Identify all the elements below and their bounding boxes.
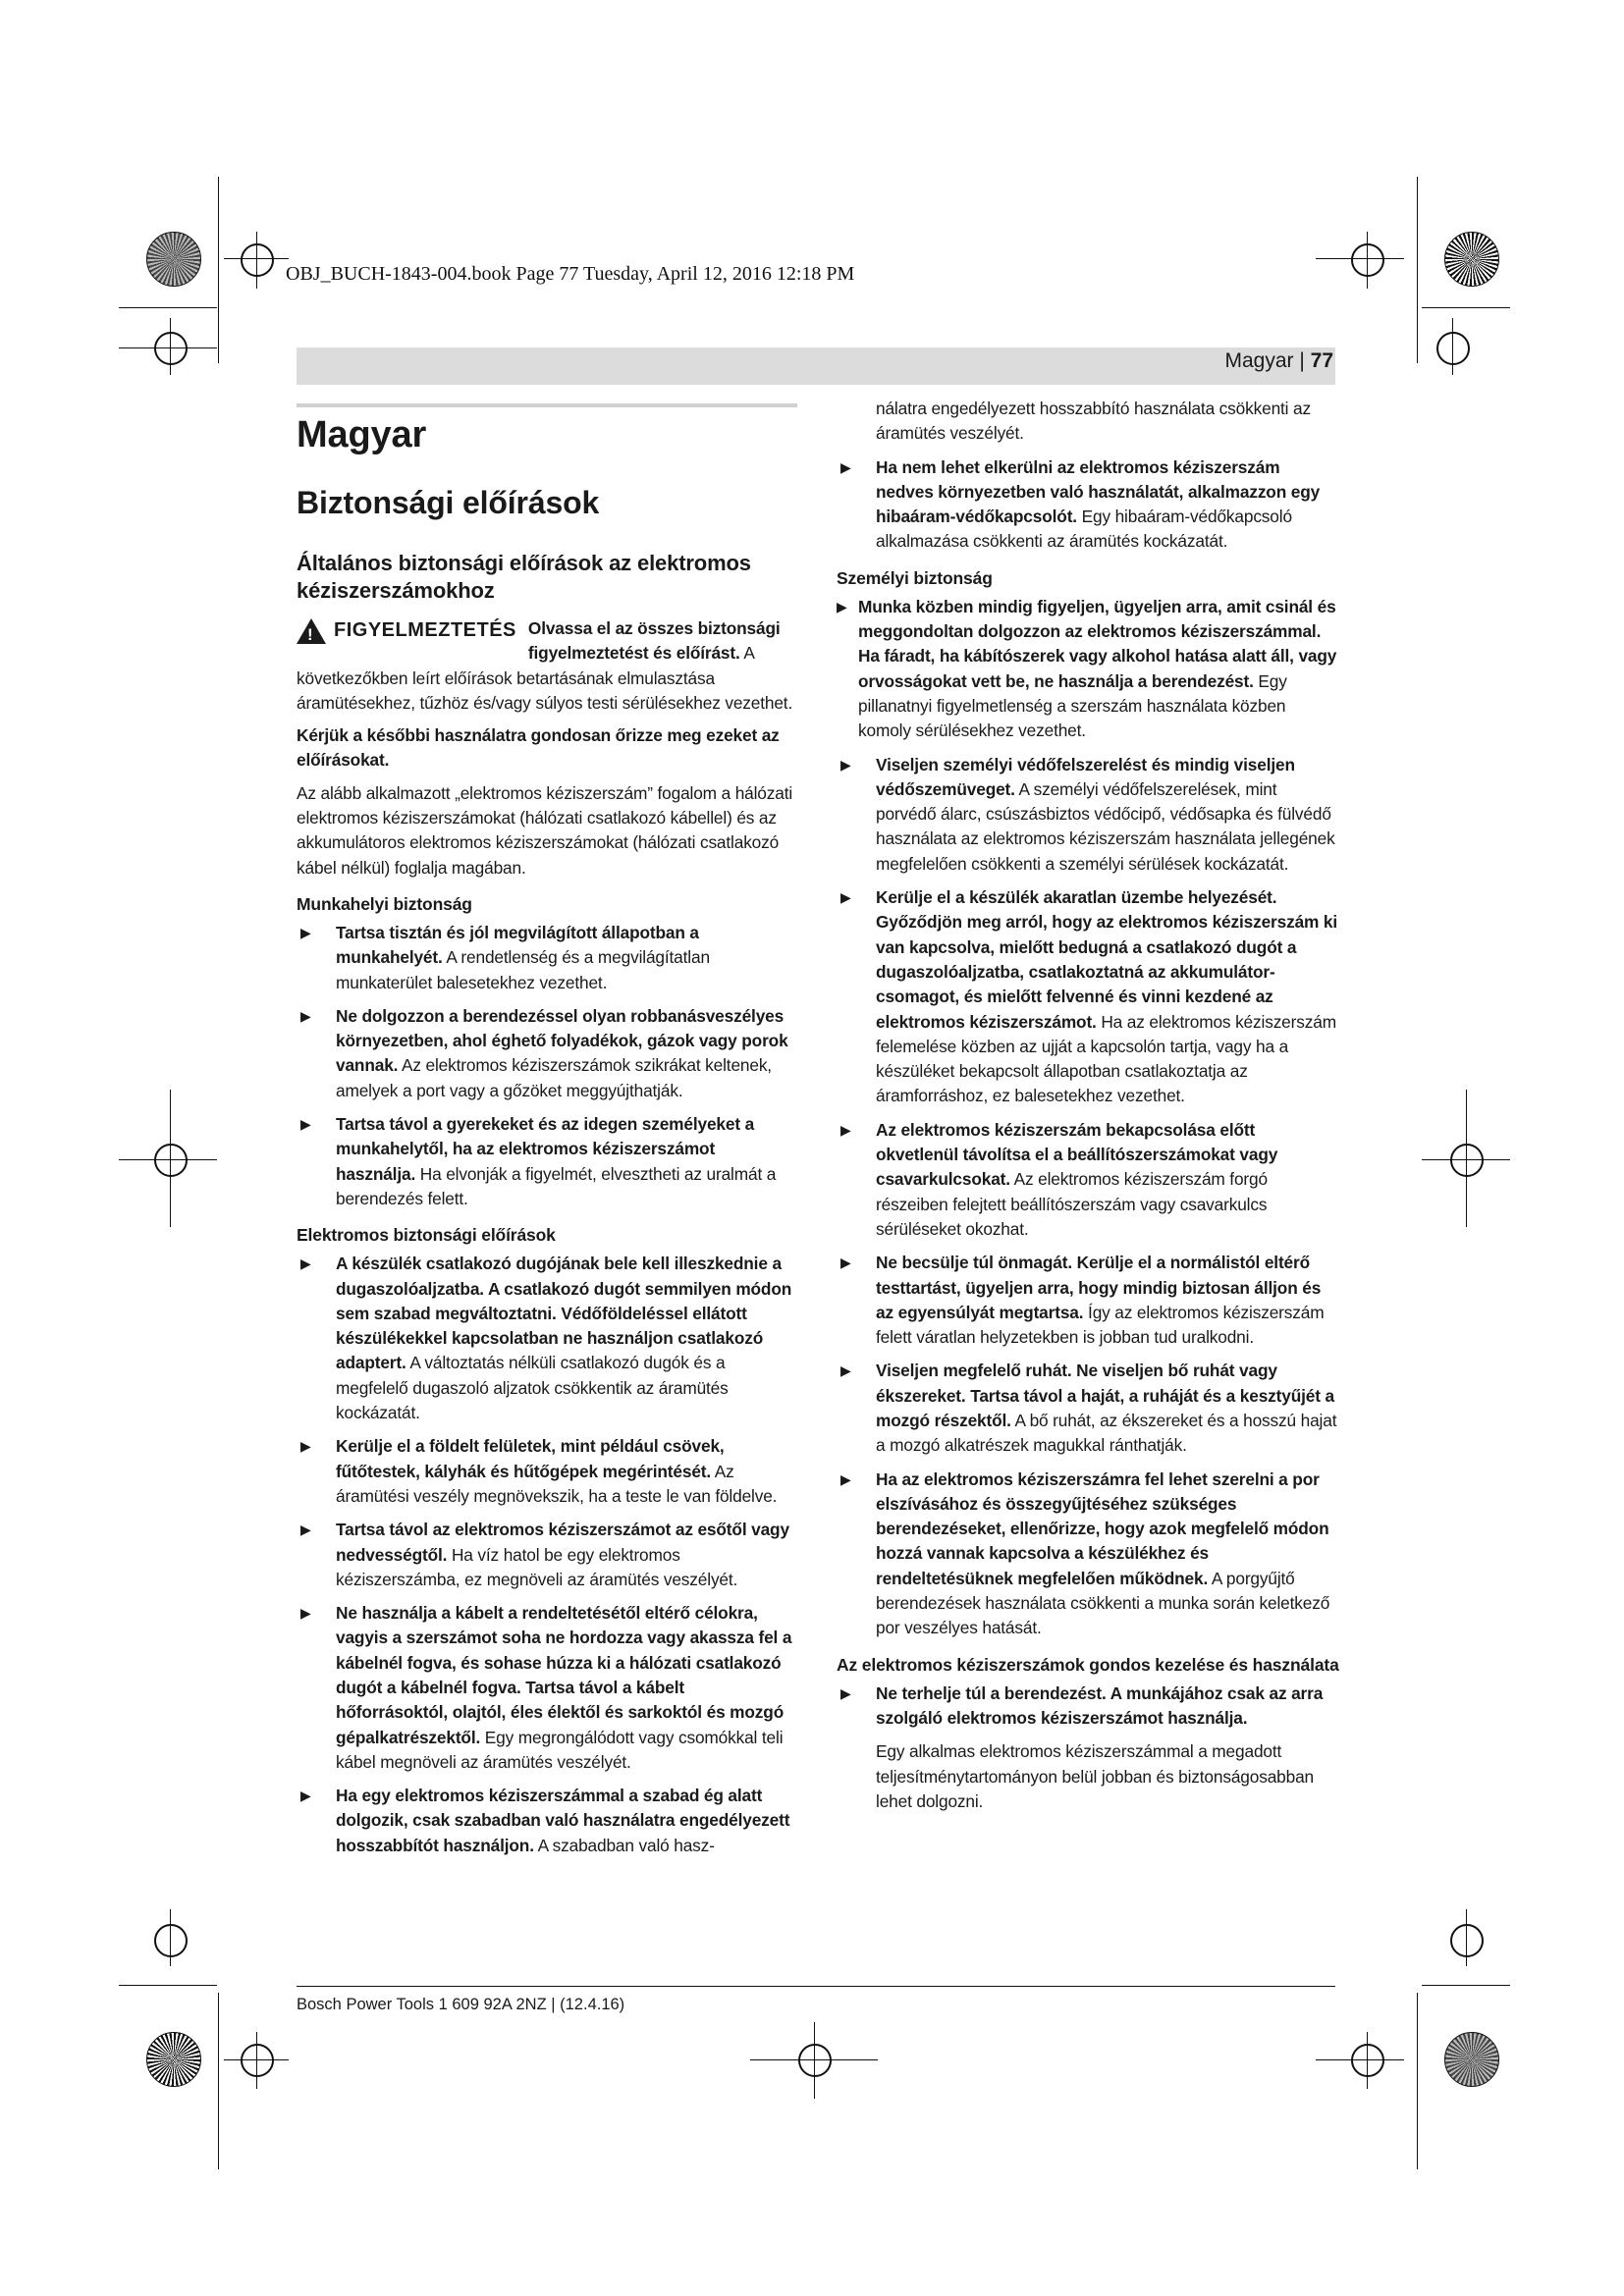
running-head-band xyxy=(297,347,1335,385)
footer-rule xyxy=(297,1986,1335,1987)
section-title: Általános biztonsági előírások az elektromos kéziszerszámokhoz xyxy=(297,551,751,603)
bullet-arrow-icon: ▶ xyxy=(300,924,311,940)
bullet-arrow-icon: ▶ xyxy=(840,1255,851,1271)
heading-tool-use-and-care: Az elektromos kéziszerszámok gondos kezelése és használata xyxy=(837,1654,1339,1675)
registration-mark-top-left xyxy=(241,243,274,277)
bullet-arrow-icon: ▶ xyxy=(300,1007,311,1024)
bullet-arrow-icon: ▶ xyxy=(300,1255,311,1272)
registration-mark-left-bottom xyxy=(154,1924,188,1957)
bullet-arrow-icon: ▶ xyxy=(837,598,847,614)
color-rosette-top-left xyxy=(146,232,201,287)
bullet-arrow-icon: ▶ xyxy=(300,1116,311,1133)
running-head-language: Magyar xyxy=(1224,349,1294,372)
registration-mark-bottom-left xyxy=(241,2044,274,2077)
list-item: ▶ Ne dolgozzon a berendezéssel olyan robbanásveszélyes környezetben, ahol éghető folyadékok, gázok vagy porok vannak. Az elektromos kéziszerszámok szikrákat keltenek, amelyek a port vagy a gőzöket meggyújthatják. xyxy=(300,1005,788,1100)
final-paragraph: Egy alkalmas elektromos kéziszerszámmal a megadott teljesítménytartományon belül jobban és biztonságosabban lehet dolgozni. xyxy=(876,1741,1315,1811)
bullet-arrow-icon: ▶ xyxy=(840,1121,851,1138)
warning-text: A következőkben leírt előírások betartásának elmulasztása áramütésekhez, tűzhöz és/vagy súlyos testi sérülésekhez vezethet. xyxy=(297,643,793,713)
warning-block xyxy=(297,616,797,716)
print-header: OBJ_BUCH-1843-004.book Page 77 Tuesday, April 12, 2016 12:18 PM xyxy=(286,263,855,285)
list-item: ▶ Ne használja a kábelt a rendeltetésétől eltérő célokra, vagyis a szerszámot soha ne hordozza vagy akassza fel a kábelnél fogva, és sohase húzza ki a hálózati csatlakozó dugót a kábelnél fogva. Tartsa távol a kábelt hőforrásoktól, olajtól, éles élektől és sarkoktól és mozgó gépalkatrészektől. Egy megrongálódott vagy csomókkal teli kábel megnöveli az áramütés veszélyét. xyxy=(300,1603,792,1772)
registration-mark-bottom-center xyxy=(798,2044,832,2077)
color-rosette-top-right xyxy=(1444,232,1499,287)
page-number: 77 xyxy=(1310,349,1333,372)
page-footer: Bosch Power Tools 1 609 92A 2NZ | (12.4.16) xyxy=(297,1996,625,2013)
color-rosette-bottom-left xyxy=(146,2032,201,2087)
heading-workplace-safety: Munkahelyi biztonság xyxy=(297,893,472,914)
list-item: ▶ Ne becsülje túl önmagát. Kerülje el a normálistól eltérő testtartást, ügyeljen arra, hogy mindig biztosan álljon és az egyensúlyát megtartsa. Így az elektromos kéziszerszám felett váratlan helyzetekben is jobban tud uralkodni. xyxy=(840,1253,1325,1348)
definition-text: Az alább alkalmazott „elektromos kéziszerszám” fogalom a hálózati elektromos kéziszerszámokat (hálózati csatlakozó kábellel) és az akkumulátoros elektromos kéziszerszámokat (hálózati csatlakozó kábel nélkül) foglalja magában. xyxy=(297,782,793,878)
registration-mark-right-top xyxy=(1436,332,1470,365)
registration-mark-left-top xyxy=(154,332,188,365)
bullet-arrow-icon: ▶ xyxy=(300,1522,311,1538)
warning-triangle-icon xyxy=(297,618,326,644)
warning-bold: Olvassa el az összes biztonsági figyelmeztetést és előírást. xyxy=(527,618,781,664)
continued-text: nálatra engedélyezett hosszabbító használata csökkenti az áramütés veszélyét. xyxy=(876,399,1311,444)
bullet-arrow-icon: ▶ xyxy=(840,1470,851,1487)
bullet-arrow-icon: ▶ xyxy=(840,1362,851,1379)
page-title: Magyar xyxy=(297,414,427,455)
list-item: ▶ A készülék csatlakozó dugójának bele kell illeszkednie a dugaszolóaljzatba. A csatlakozó dugót semmilyen módon sem szabad megváltoztatni. Védőföldeléssel ellátott készülékekkel kapcsolatban ne használjon csatlakozó adaptert. A változtatás nélküli csatlakozó dugók és a megfelelő dugaszoló aljzatok csökkentik az áramütés kockázatát. xyxy=(300,1254,792,1423)
keep-notice: Kérjük a későbbi használatra gondosan őrizze meg ezeket az előírásokat. xyxy=(297,725,780,771)
left-column xyxy=(297,412,797,1867)
registration-mark-top-right xyxy=(1351,243,1384,277)
registration-mark-middle-left xyxy=(154,1144,188,1177)
list-item: ▶ Kerülje el a készülék akaratlan üzembe helyezését. Győződjön meg arról, hogy az elektromos kéziszerszám ki van kapcsolva, mielőtt bedugná a csatlakozó dugót a dugaszolóaljzatba, csatlakoztatná az akkumulátor-csomagot, és mielőtt felvenné és vinni kezdené az elektromos kéziszerszámot. Ha az elektromos kéziszerszám felemelése közben az ujját a kapcsolón tartja, vagy ha a készüléket bekapcsolt állapotban csatlakoztatja az áramforráshoz, ez balesetekhez vezethet. xyxy=(840,887,1338,1106)
title-rule xyxy=(297,403,797,407)
list-item: ▶ Tartsa távol a gyerekeket és az idegen személyeket a munkahelytől, ha az elektromos kéziszerszámot használja. Ha elvonják a figyelmét, elvesztheti az uralmát a berendezés felett. xyxy=(300,1114,777,1208)
bullet-arrow-icon: ▶ xyxy=(840,1684,851,1701)
list-item: ▶ Tartsa távol az elektromos kéziszerszámot az esőtől vagy nedvességtől. Ha víz hatol be egy elektromos kéziszerszámba, ez megnöveli az áramütés veszélyét. xyxy=(300,1520,789,1589)
right-column xyxy=(837,397,1339,1822)
bullet-arrow-icon: ▶ xyxy=(300,1605,311,1622)
bullet-arrow-icon: ▶ xyxy=(300,1438,311,1455)
list-item: ▶ Tartsa tisztán és jól megvilágított állapotban a munkahelyét. A rendetlenség és a megvilágítatlan munkaterület balesetekhez vezethet. xyxy=(300,922,710,992)
heading-electrical-safety: Elektromos biztonsági előírások xyxy=(297,1225,556,1246)
page-subtitle: Biztonsági előírások xyxy=(297,485,600,520)
bullet-arrow-icon: ▶ xyxy=(300,1788,311,1804)
list-item: ▶ Ha egy elektromos kéziszerszámmal a szabad ég alatt dolgozik, csak szabadban való használatra engedélyezett hosszabbítót használjon. A szabadban való hasz- xyxy=(300,1786,790,1855)
bullet-arrow-icon: ▶ xyxy=(840,889,851,906)
list-item: ▶ Ne terhelje túl a berendezést. A munkájához csak az arra szolgáló elektromos kéziszerszámot használja. xyxy=(840,1682,1324,1728)
warning-label: FIGYELMEZTETÉS xyxy=(334,619,516,642)
registration-mark-middle-right xyxy=(1450,1144,1484,1177)
list-item: ▶ Ha nem lehet elkerülni az elektromos kéziszerszám nedves környezetben való használatát, alkalmazzon egy hibaáram-védőkapcsolót. Egy hibaáram-védőkapcsoló alkalmazása csökkenti az áramütés kockázatát. xyxy=(840,456,1321,552)
registration-mark-right-bottom xyxy=(1450,1924,1484,1957)
list-item: ▶ Kerülje el a földelt felületek, mint például csövek, fűtőtestek, kályhák és hűtőgépek megérintését. Az áramütési veszély megnövekszik, ha a teste le van földelve. xyxy=(300,1436,778,1506)
list-item: ▶ Munka közben mindig figyeljen, ügyeljen arra, amit csinál és meggondoltan dolgozzon az elektromos kéziszerszámmal. Ha fáradt, ha kábítószerek vagy alkohol hatása alatt áll, vagy orvosságokat vett be, ne használja a berendezést. Egy pillanatnyi figyelmetlenség a szerszám használata közben komoly sérülésekhez vezethet. xyxy=(837,596,1337,741)
registration-mark-bottom-right xyxy=(1351,2044,1384,2077)
list-item: ▶ Ha az elektromos kéziszerszámra fel lehet szerelni a por elszívásához és összegyűjtéséhez szükséges berendezéseket, ellenőrizze, hogy azok megfelelő módon hozzá vannak kapcsolva a készülékhez és rendeltetésüknek megfelelően működnek. A porgyűjtő berendezések használata csökkenti a munka során keletkező por veszélyes hatását. xyxy=(840,1468,1330,1638)
list-item: ▶ Viseljen megfelelő ruhát. Ne viseljen bő ruhát vagy ékszereket. Tartsa távol a haját, a ruháját és a kesztyűjét a mozgó részektől. A bő ruhát, az ékszereket és a hosszú hajat a mozgó alkatrészek magukkal ránthatják. xyxy=(840,1361,1337,1456)
warning-badge xyxy=(297,618,516,644)
heading-personal-safety: Személyi biztonság xyxy=(837,567,993,588)
list-item: ▶ Viseljen személyi védőfelszerelést és mindig viseljen védőszemüveget. A személyi védőfelszerelések, mint porvédő álarc, csúszásbiztos védőcipő, védősapka és fülvédő használata az elektromos kéziszerszám használata jellegének megfelelően csökkenti a személyi sérülések kockázatát. xyxy=(840,754,1335,874)
running-head: Magyar | 77 xyxy=(1224,349,1333,372)
color-rosette-bottom-right xyxy=(1444,2032,1499,2087)
bullet-arrow-icon: ▶ xyxy=(840,458,851,475)
bullet-arrow-icon: ▶ xyxy=(840,756,851,773)
list-item: ▶ Az elektromos kéziszerszám bekapcsolása előtt okvetlenül távolítsa el a beállítószerszámokat vagy csavarkulcsokat. Az elektromos kéziszerszám forgó részeiben felejtett beállítószerszám vagy csavarkulcs sérüléseket okozhat. xyxy=(840,1119,1278,1239)
